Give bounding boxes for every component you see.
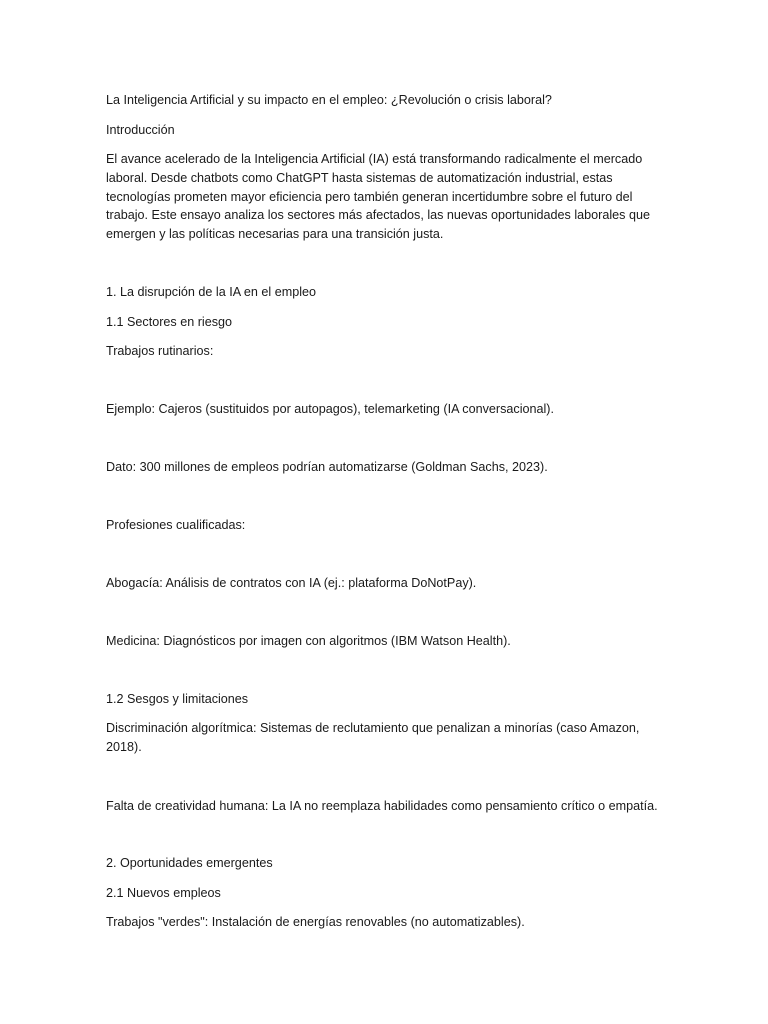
section-2-1-heading: 2.1 Nuevos empleos — [106, 886, 221, 900]
medicine-line: Medicina: Diagnósticos por imagen con algoritmos (IBM Watson Health). — [106, 634, 511, 648]
data-line: Dato: 300 millones de empleos podrían automatizarse (Goldman Sachs, 2023). — [106, 460, 548, 474]
section-1-1-heading: 1.1 Sectores en riesgo — [106, 315, 233, 329]
discrimination-line: Discriminación algorítmica: Sistemas de reclutamiento que penalizan a minorías (caso Amazon, 2018). — [106, 721, 640, 754]
routine-jobs-label: Trabajos rutinarios: — [106, 344, 214, 358]
example-line: Ejemplo: Cajeros (sustituidos por autopagos), telemarketing (IA conversacional). — [106, 402, 554, 416]
section-1-heading: 1. La disrupción de la IA en el empleo — [106, 285, 317, 299]
intro-paragraph: El avance acelerado de la Inteligencia Artificial (IA) está transformando radicalmente el mercado laboral. Desde chatbots como ChatGPT hasta sistemas de automatización industrial, estas tecnologías prometen mayor eficiencia pero también generan incertidumbre sobre el futuro del trabajo. Este ensayo analiza los sectores más afectados, las nuevas oportunidades laborales que emergen y las políticas necesarias para una transición justa. — [106, 152, 650, 242]
document-title: La Inteligencia Artificial y su impacto en el empleo: ¿Revolución o crisis laboral? — [106, 93, 552, 107]
law-line: Abogacía: Análisis de contratos con IA (ej.: plataforma DoNotPay). — [106, 576, 477, 590]
qualified-professions-label: Profesiones cualificadas: — [106, 518, 246, 532]
section-1-2-heading: 1.2 Sesgos y limitaciones — [106, 692, 249, 706]
creativity-line: Falta de creatividad humana: La IA no reemplaza habilidades como pensamiento crítico o empatía. — [106, 799, 658, 813]
intro-heading: Introducción — [106, 123, 175, 137]
section-2-heading: 2. Oportunidades emergentes — [106, 856, 273, 870]
green-jobs-line: Trabajos "verdes": Instalación de energías renovables (no automatizables). — [106, 915, 525, 929]
